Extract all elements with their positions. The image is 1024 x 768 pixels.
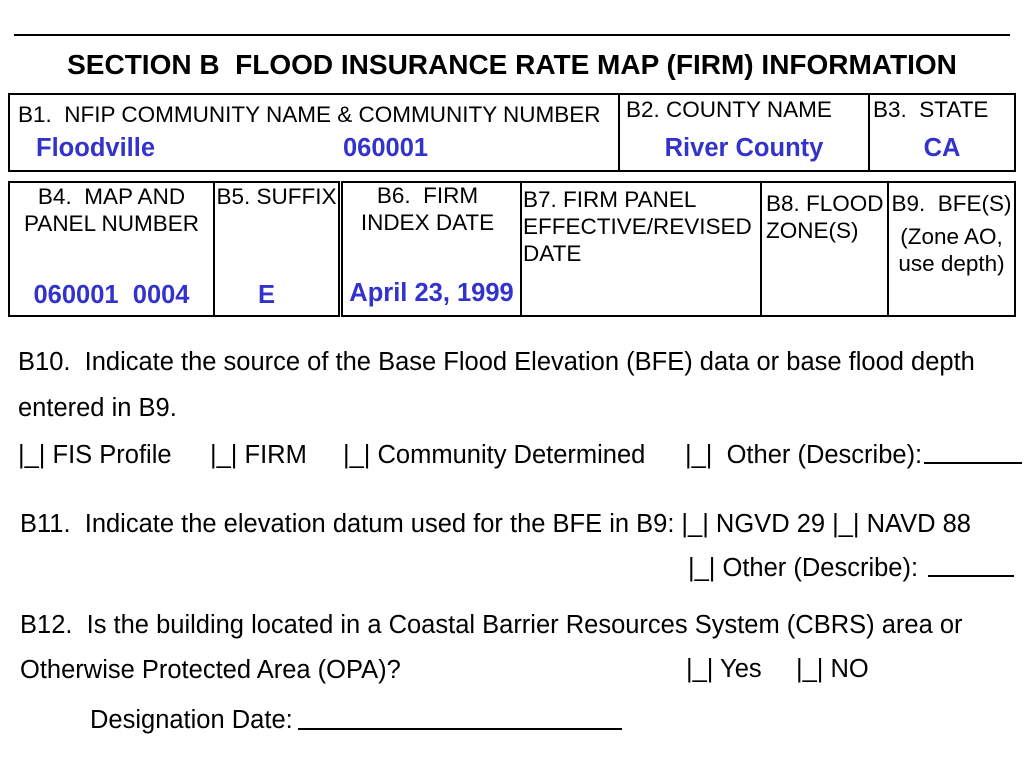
b5-suffix-cell <box>213 181 340 317</box>
b10-other-describe-field[interactable] <box>924 462 1022 464</box>
section-title: SECTION B FLOOD INSURANCE RATE MAP (FIRM) INFORMATION <box>67 49 957 80</box>
b11-question: B11. Indicate the elevation datum used for the BFE in B9: <box>20 510 675 538</box>
b10-question: B10. Indicate the source of the Base Flood Elevation (BFE) data or base flood depth entered in B9. <box>18 348 975 422</box>
community-number-value[interactable]: 060001 <box>343 134 429 162</box>
designation-date-field[interactable] <box>298 728 622 730</box>
b10-option-firm-checkbox[interactable]: |_| FIRM <box>210 441 307 469</box>
b11-question-row <box>20 512 971 538</box>
b12-option-no-checkbox[interactable]: |_| NO <box>796 655 869 683</box>
county-name-value[interactable]: River County <box>664 134 824 162</box>
b3-label: B3. STATE <box>873 97 989 122</box>
b9-note: (Zone AO, use depth) <box>898 224 1005 276</box>
suffix-value[interactable]: E <box>258 281 276 309</box>
b2-county-cell <box>618 93 870 172</box>
b12-option-yes-checkbox[interactable]: |_| Yes <box>686 655 762 683</box>
b11-option-other-checkbox[interactable]: |_| Other (Describe): <box>688 554 919 582</box>
b9-value-field[interactable] <box>889 271 1014 311</box>
firm-index-date-value[interactable]: April 23, 1999 <box>349 279 514 307</box>
b6-label: B6. FIRM INDEX DATE <box>360 183 495 235</box>
b8-flood-zone-cell <box>760 181 889 317</box>
b1-community-cell <box>8 93 620 172</box>
b11-option-navd88-checkbox[interactable]: |_| NAVD 88 <box>832 510 971 538</box>
b10-option-community-determined-checkbox[interactable]: |_| Community Determined <box>343 441 646 469</box>
b2-label: B2. COUNTY NAME <box>626 97 832 122</box>
community-name-value[interactable]: Floodville <box>36 134 156 162</box>
top-rule <box>14 34 1010 36</box>
b8-label: B8. FLOOD ZONE(S) <box>766 191 884 243</box>
designation-date-label: Designation Date: <box>90 706 293 734</box>
b10-option-fis-profile-checkbox[interactable]: |_| FIS Profile <box>18 441 172 469</box>
b6-index-date-cell <box>341 181 522 317</box>
b7-effective-date-cell <box>520 181 762 317</box>
b10-option-other-checkbox[interactable]: |_| Other (Describe): <box>685 441 923 469</box>
b11-option-ngvd29-checkbox[interactable]: |_| NGVD 29 <box>681 510 826 538</box>
b9-label: B9. BFE(S) <box>891 191 1012 216</box>
b8-value-field[interactable] <box>762 271 887 311</box>
b12-question: B12. Is the building located in a Coastal Barrier Resources System (CBRS) area or Otherwise Protected Area (OPA)? <box>20 611 963 684</box>
b4-map-panel-cell <box>8 181 215 317</box>
b7-value-field[interactable] <box>522 271 760 311</box>
state-value[interactable]: CA <box>923 134 961 162</box>
b11-other-describe-field[interactable] <box>928 575 1014 577</box>
b4-label: B4. MAP AND PANEL NUMBER <box>23 184 200 236</box>
b3-state-cell <box>868 93 1016 172</box>
b5-label: B5. SUFFIX <box>216 184 337 209</box>
b1-label: B1. NFIP COMMUNITY NAME & COMMUNITY NUMBER <box>18 102 601 127</box>
b9-bfe-cell <box>887 181 1016 317</box>
map-panel-number-value[interactable]: 060001 0004 <box>33 281 190 309</box>
b7-label: B7. FIRM PANEL EFFECTIVE/REVISED DATE <box>523 187 752 266</box>
